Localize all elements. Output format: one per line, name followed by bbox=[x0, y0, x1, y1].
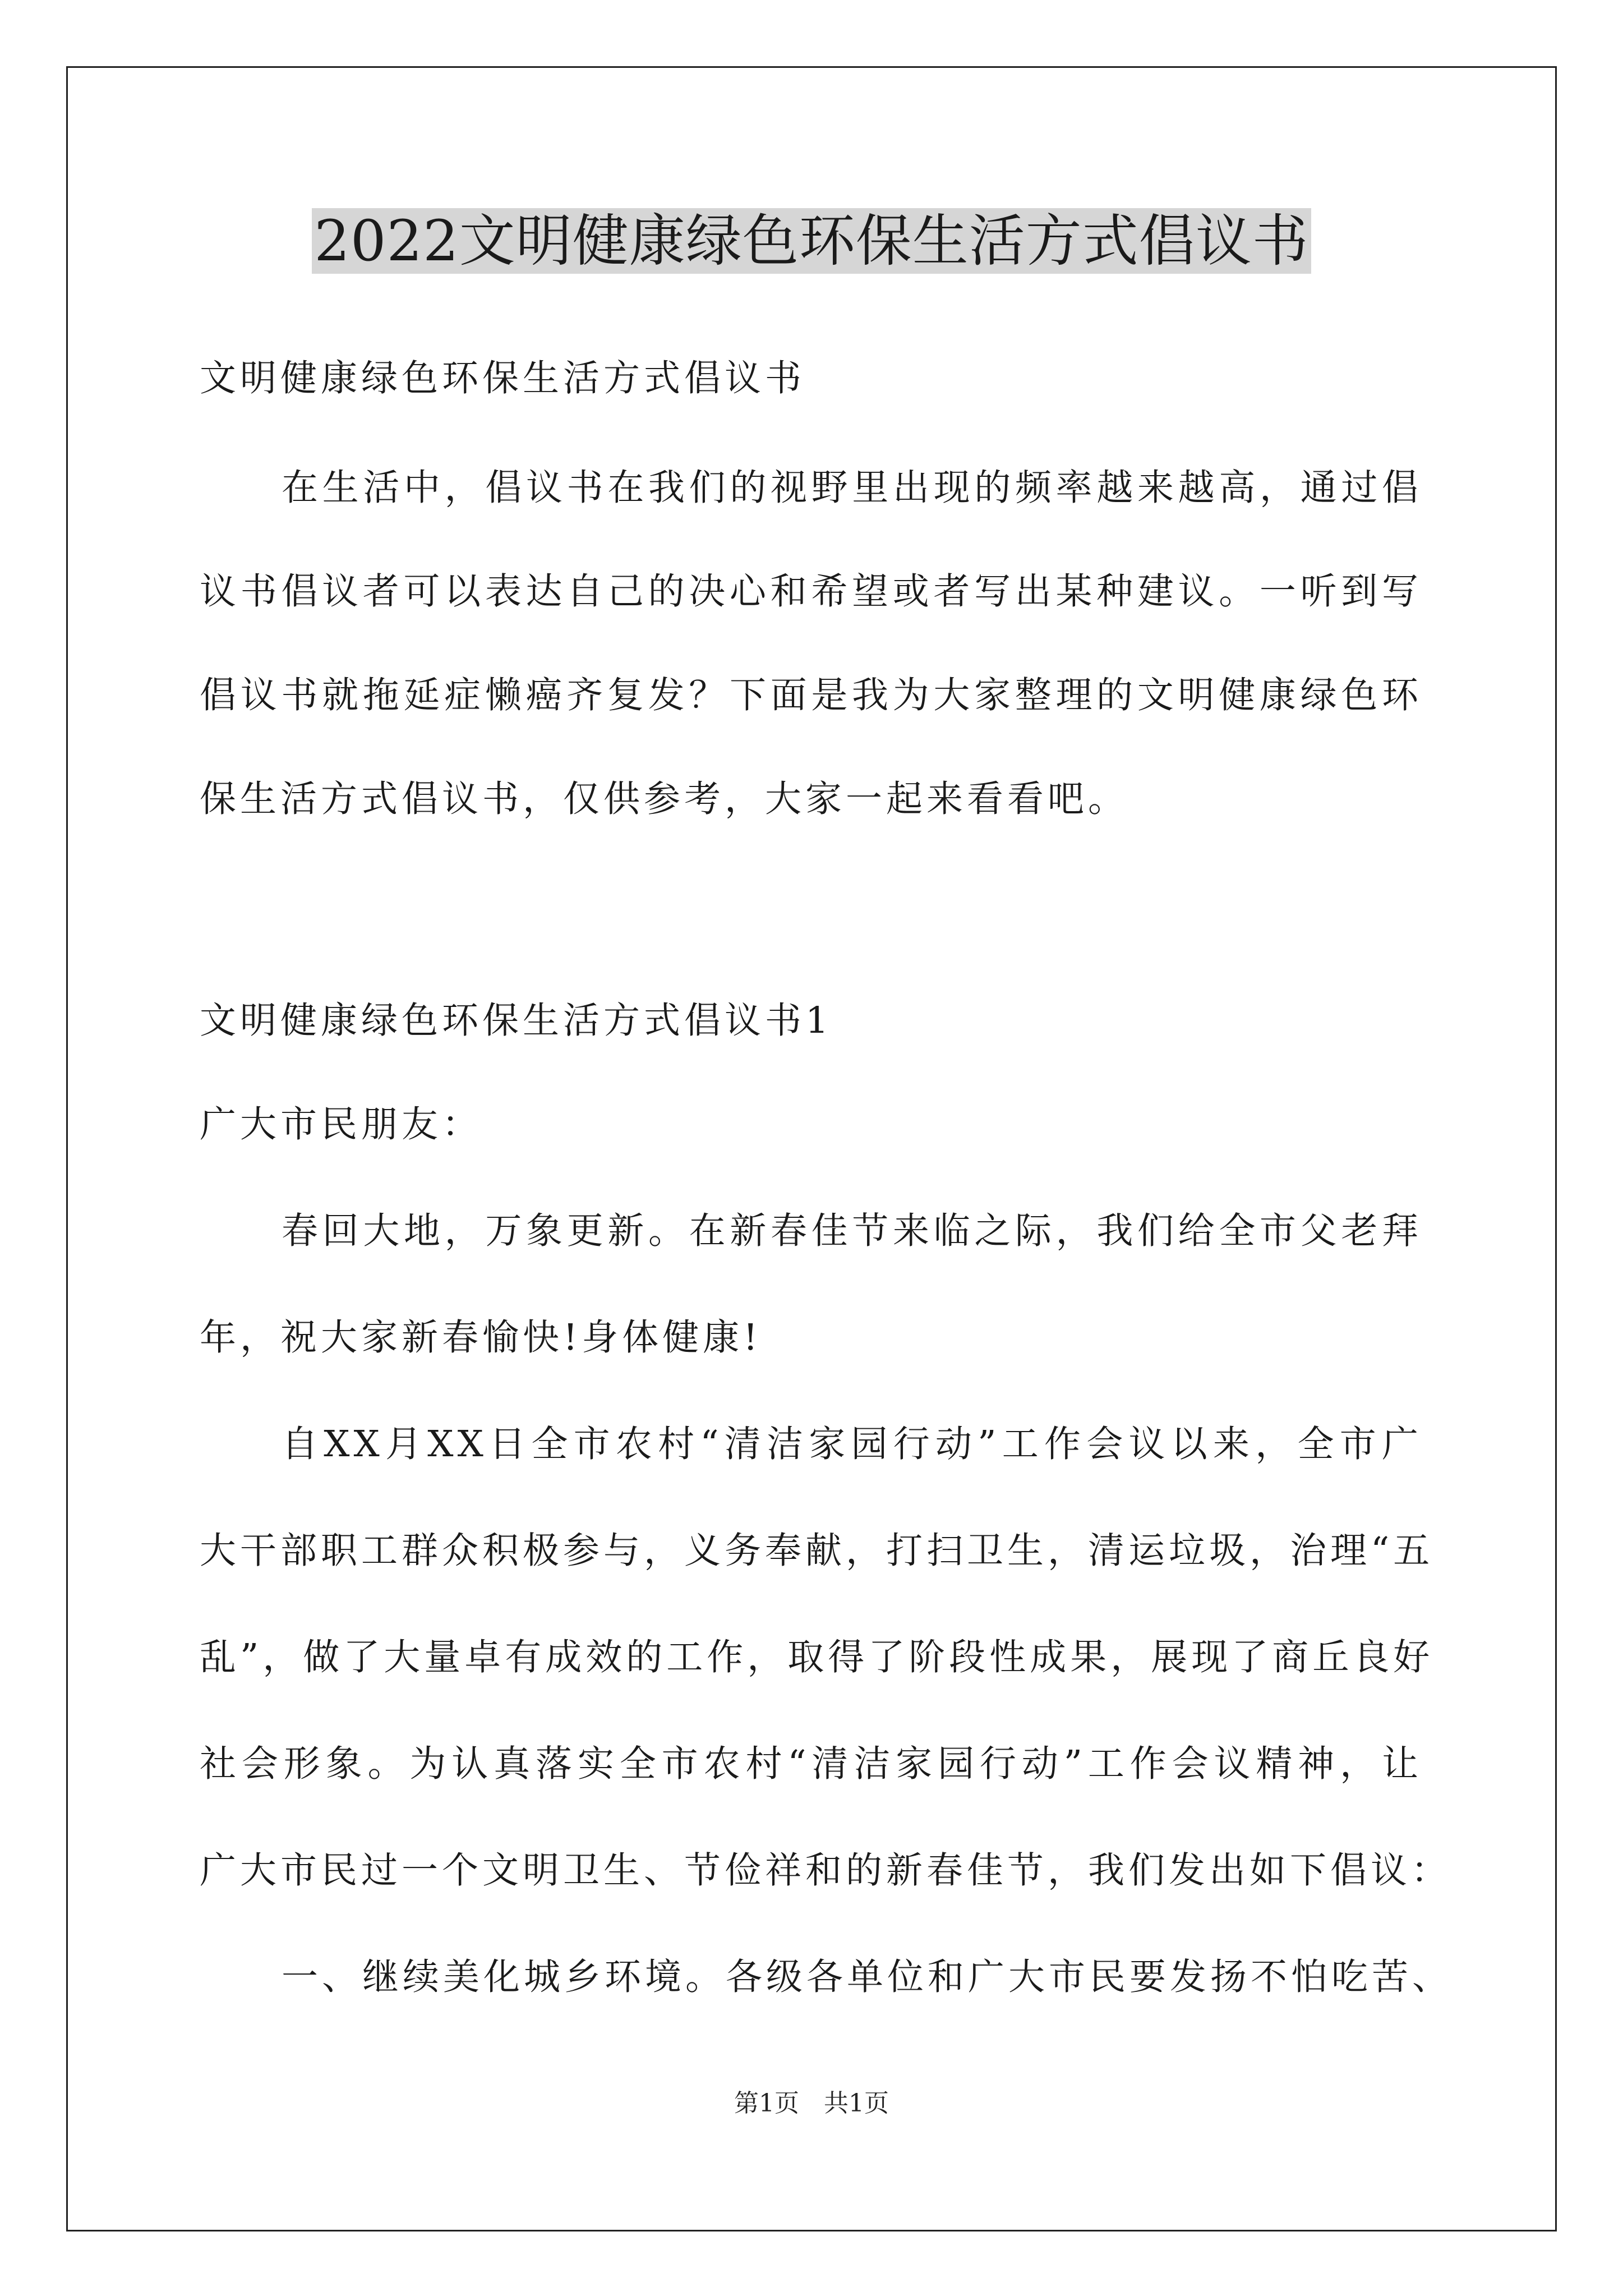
paragraph2-line-3: 乱”，做了大量卓有成效的工作，取得了阶段性成果，展现了商丘良好 bbox=[200, 1636, 1434, 1678]
intro-line-1: 在生活中，倡议书在我们的视野里出现的频率越来越高，通过倡 bbox=[282, 467, 1422, 509]
paragraph2-line-5: 广大市民过一个文明卫生、节俭祥和的新春佳节，我们发出如下倡议： bbox=[200, 1849, 1452, 1892]
paragraph2-line-1: 自XX月XX日全市农村“清洁家园行动”工作会议以来，全市广 bbox=[282, 1423, 1422, 1465]
paragraph1-line-1: 春回大地，万象更新。在新春佳节来临之际，我们给全市父老拜 bbox=[282, 1210, 1422, 1252]
paragraph3-line-1: 一、继续美化城乡环境。各级各单位和广大市民要发扬不怕吃苦、 bbox=[282, 1956, 1453, 1998]
document-title-text: 2022文明健康绿色环保生活方式倡议书 bbox=[312, 208, 1311, 274]
document-subtitle: 文明健康绿色环保生活方式倡议书 bbox=[200, 357, 806, 399]
page-footer: 第1页 共1页 bbox=[734, 2089, 889, 2118]
intro-line-3: 倡议书就拖延症懒癌齐复发？下面是我为大家整理的文明健康绿色环 bbox=[200, 674, 1422, 716]
intro-line-2: 议书倡议者可以表达自己的决心和希望或者写出某种建议。一听到写 bbox=[200, 570, 1422, 613]
intro-line-4: 保生活方式倡议书，仅供参考，大家一起来看看吧。 bbox=[200, 778, 1129, 820]
paragraph2-line-2: 大干部职工群众积极参与，义务奉献，打扫卫生，清运垃圾，治理“五 bbox=[200, 1530, 1434, 1572]
section-heading: 文明健康绿色环保生活方式倡议书1 bbox=[200, 1000, 833, 1042]
document-title bbox=[0, 202, 1623, 280]
paragraph2-line-4: 社会形象。为认真落实全市农村“清洁家园行动”工作会议精神，让 bbox=[200, 1743, 1422, 1785]
paragraph1-line-2: 年，祝大家新春愉快!身体健康! bbox=[200, 1317, 762, 1359]
salutation: 广大市民朋友： bbox=[200, 1103, 483, 1145]
